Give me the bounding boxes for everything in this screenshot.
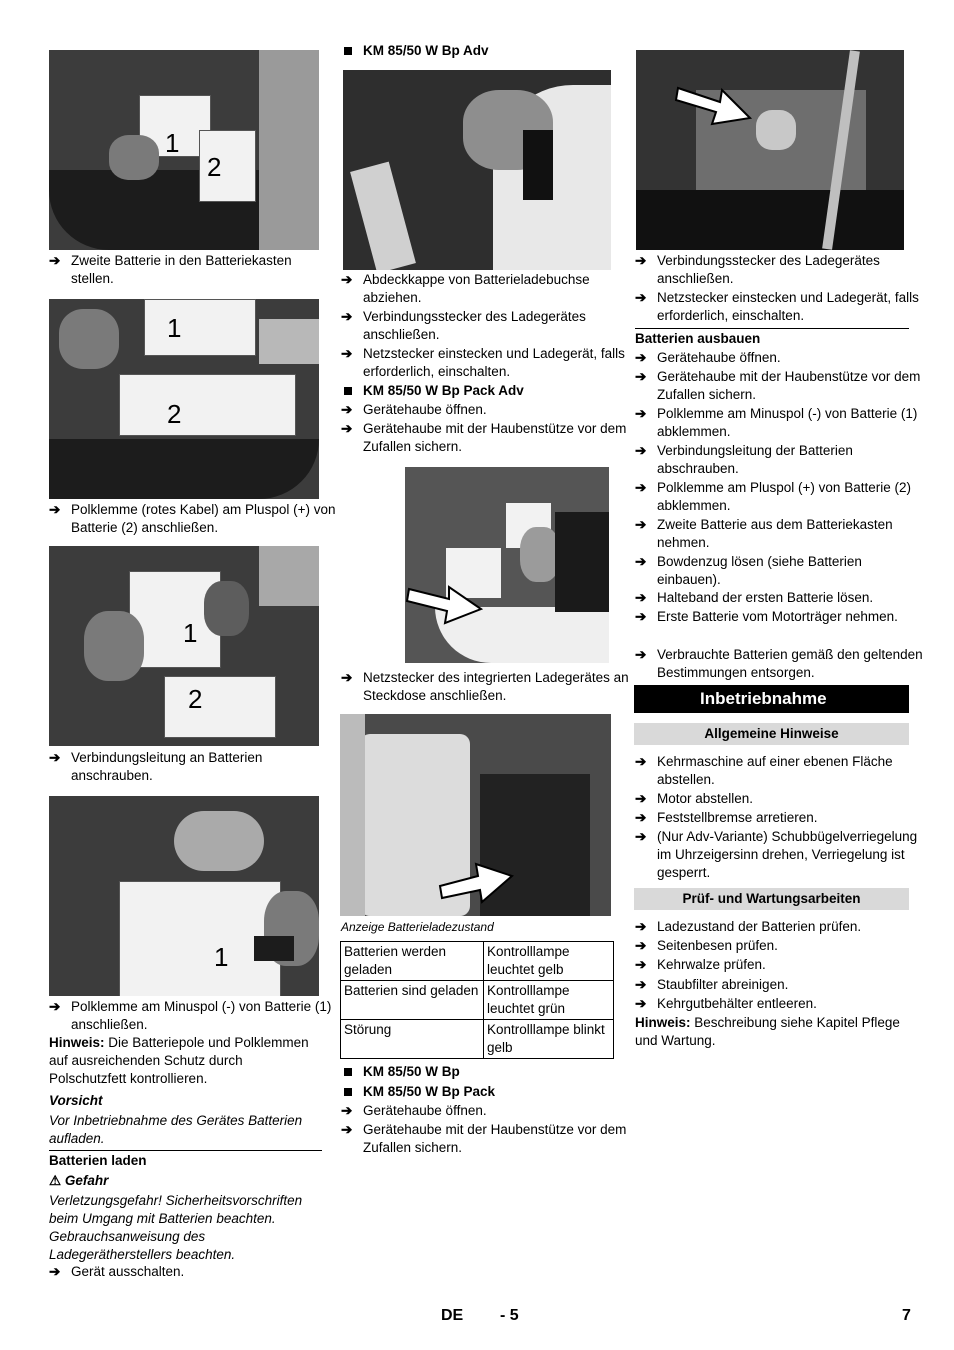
step-connect-charger-3: ➔ Verbindungsstecker des Ladegerätes anschließen.: [635, 253, 880, 286]
table-cell: Kontrolllampe leuchtet gelb: [484, 942, 614, 981]
step-open-hood: ➔ Gerätehaube öffnen.: [341, 402, 487, 417]
danger-text: Verletzungsgefahr! Sicherheitsvorschriften beim Umgang mit Batterien beachten. Gebrauchsanweisung des Ladegerätherstellers beachten.: [49, 1193, 303, 1262]
arrow-right-icon: ➔: [341, 346, 353, 361]
footer-page-sub: - 5: [500, 1307, 519, 1324]
arrow-pointer-icon: [405, 579, 485, 625]
table-cell: Kontrolllampe blinkt gelb: [484, 1020, 614, 1059]
table-cell: Batterien sind geladen: [341, 981, 484, 1020]
arrow-right-icon: ➔: [635, 810, 647, 825]
step-minus-pole: ➔ Polklemme am Minuspol (-) von Batterie (1) anschließen.: [49, 999, 332, 1032]
arrow-right-icon: ➔: [635, 609, 647, 624]
maintenance-step: ➔ Staubfilter abreinigen.: [635, 977, 789, 992]
remove-step: ➔ Verbindungsleitung der Batterien abschrauben.: [635, 443, 853, 476]
hint-paragraph: Hinweis: Die Batteriepole und Polklemmen auf ausreichenden Schutz durch Polschutzfett kontrollieren.: [49, 1035, 309, 1086]
model-km-85-50-w-bp-pack-adv: KM 85/50 W Bp Pack Adv: [341, 382, 524, 400]
divider: [635, 328, 909, 329]
remove-step: ➔ Gerätehaube öffnen.: [635, 350, 781, 365]
photo-label-1: 1: [167, 313, 182, 343]
general-step: ➔ Motor abstellen.: [635, 791, 754, 806]
arrow-pointer-icon: [438, 862, 516, 908]
remove-step: ➔ Zweite Batterie aus dem Batteriekasten nehmen.: [635, 517, 893, 550]
photo-label-1: 1: [214, 942, 229, 972]
arrow-right-icon: ➔: [635, 938, 647, 953]
arrow-right-icon: ➔: [341, 1122, 353, 1137]
step-connect-lead: ➔ Verbindungsleitung an Batterien anschrauben.: [49, 750, 263, 783]
remove-heading: Batterien ausbauen: [635, 331, 761, 346]
photo-charge-indicator: [340, 714, 611, 916]
arrow-right-icon: ➔: [341, 421, 353, 436]
square-bullet-icon: [344, 1068, 352, 1076]
photo-charging-socket: [343, 70, 611, 270]
step-second-battery: ➔ Zweite Batterie in den Batteriekasten stellen.: [49, 253, 292, 286]
table-row: [341, 981, 614, 1020]
arrow-right-icon: ➔: [635, 406, 647, 421]
photo-label-1: 1: [183, 618, 198, 648]
arrow-right-icon: ➔: [635, 443, 647, 458]
square-bullet-icon: [344, 47, 352, 55]
arrow-right-icon: ➔: [635, 791, 647, 806]
arrow-right-icon: ➔: [635, 480, 647, 495]
arrow-right-icon: ➔: [49, 253, 61, 268]
step-connect-charger: ➔ Verbindungsstecker des Ladegerätes anschließen.: [341, 309, 586, 342]
step-switch-off: ➔ Gerät ausschalten.: [49, 1264, 185, 1279]
model-km-85-50-w-bp-pack: KM 85/50 W Bp Pack: [341, 1083, 495, 1101]
arrow-right-icon: ➔: [635, 554, 647, 569]
general-step: ➔ Feststellbremse arretieren.: [635, 810, 818, 825]
remove-step: ➔ Halteband der ersten Batterie lösen.: [635, 590, 874, 605]
danger-title-row: ⚠ Gefahr: [49, 1173, 109, 1188]
maintenance-step: ➔ Kehrgutbehälter entleeren.: [635, 996, 817, 1011]
arrow-right-icon: ➔: [341, 402, 353, 417]
remove-step: ➔ Gerätehaube mit der Haubenstütze vor dem Zufallen sichern.: [635, 369, 921, 402]
subsection-maintenance: Prüf- und Wartungsarbeiten: [634, 888, 909, 910]
arrow-right-icon: ➔: [635, 590, 647, 605]
arrow-right-icon: ➔: [49, 750, 61, 765]
square-bullet-icon: [344, 387, 352, 395]
photo-battery-4: [49, 796, 319, 996]
table-cell: Störung: [341, 1020, 484, 1059]
remove-step: ➔ Polklemme am Minuspol (-) von Batterie (1) abklemmen.: [635, 406, 918, 439]
arrow-right-icon: ➔: [635, 977, 647, 992]
square-bullet-icon: [344, 1088, 352, 1096]
step-plug-socket: ➔ Netzstecker des integrierten Ladegerätes an Steckdose anschließen.: [341, 670, 629, 703]
table-cell: Batterien werden geladen: [341, 942, 484, 981]
caution-text: Vor Inbetriebnahme des Gerätes Batterien aufladen.: [49, 1113, 303, 1146]
section-title: Inbetriebnahme: [634, 685, 909, 713]
divider: [49, 1150, 322, 1151]
maintenance-step: ➔ Kehrwalze prüfen.: [635, 957, 766, 972]
arrow-right-icon: ➔: [635, 957, 647, 972]
table-cell: Kontrolllampe leuchtet grün: [484, 981, 614, 1020]
photo-connector: [636, 50, 904, 250]
footer-language: DE: [441, 1307, 464, 1324]
photo-label-2: 2: [207, 152, 222, 182]
arrow-right-icon: ➔: [341, 272, 353, 287]
remove-step: ➔ Verbrauchte Batterien gemäß den geltenden Bestimmungen entsorgen.: [635, 647, 923, 680]
arrow-right-icon: ➔: [341, 1103, 353, 1118]
arrow-right-icon: ➔: [49, 1264, 61, 1279]
arrow-right-icon: ➔: [635, 369, 647, 384]
step-remove-cap: ➔ Abdeckkappe von Batterieladebuchse abziehen.: [341, 272, 590, 305]
arrow-right-icon: ➔: [635, 350, 647, 365]
arrow-right-icon: ➔: [49, 502, 61, 517]
photo-caption: Anzeige Batterieladezustand: [341, 920, 494, 934]
general-step: ➔ (Nur Adv-Variante) Schubbügelverriegelung im Uhrzeigersinn drehen, Verriegelung ist gesperrt.: [635, 829, 918, 880]
step-plug-in-3: ➔ Netzstecker einstecken und Ladegerät, falls erforderlich, einschalten.: [635, 290, 919, 323]
maintenance-step: ➔ Seitenbesen prüfen.: [635, 938, 778, 953]
arrow-right-icon: ➔: [635, 253, 647, 268]
arrow-pointer-icon: [674, 80, 754, 130]
photo-battery-1: [49, 50, 319, 250]
step-plus-pole: ➔ Polklemme (rotes Kabel) am Pluspol (+) von Batterie (2) anschließen.: [49, 502, 336, 535]
photo-battery-3: [49, 546, 319, 746]
table-row: [341, 1020, 614, 1059]
arrow-right-icon: ➔: [635, 647, 647, 662]
arrow-right-icon: ➔: [635, 517, 647, 532]
remove-step: ➔ Bowdenzug lösen (siehe Batterien einbauen).: [635, 554, 862, 587]
remove-step: ➔ Polklemme am Pluspol (+) von Batterie (2) abklemmen.: [635, 480, 911, 513]
table-row: [341, 942, 614, 981]
charge-status-table: [340, 941, 614, 1059]
model-km-85-50-w-bp-adv: KM 85/50 W Bp Adv: [341, 42, 489, 60]
step-plug-in: ➔ Netzstecker einstecken und Ladegerät, falls erforderlich, einschalten.: [341, 346, 625, 379]
arrow-right-icon: ➔: [635, 754, 647, 769]
model-km-85-50-w-bp: KM 85/50 W Bp: [341, 1063, 460, 1081]
arrow-right-icon: ➔: [341, 670, 353, 685]
caution-title: Vorsicht: [49, 1093, 103, 1108]
step-secure-hood: ➔ Gerätehaube mit der Haubenstütze vor dem Zufallen sichern.: [341, 421, 627, 454]
hint-paragraph: Hinweis: Beschreibung siehe Kapitel Pflege und Wartung.: [635, 1015, 900, 1048]
arrow-right-icon: ➔: [635, 996, 647, 1011]
photo-label-2: 2: [167, 399, 182, 429]
arrow-right-icon: ➔: [49, 999, 61, 1014]
general-step: ➔ Kehrmaschine auf einer ebenen Fläche abstellen.: [635, 754, 893, 787]
step-secure-hood-2: ➔ Gerätehaube mit der Haubenstütze vor dem Zufallen sichern.: [341, 1122, 627, 1155]
maintenance-step: ➔ Ladezustand der Batterien prüfen.: [635, 919, 862, 934]
photo-battery-2: [49, 299, 319, 499]
subsection-general-notes: Allgemeine Hinweise: [634, 723, 909, 745]
photo-label-2: 2: [188, 684, 203, 714]
arrow-right-icon: ➔: [635, 290, 647, 305]
remove-step: ➔ Erste Batterie vom Motorträger nehmen.: [635, 609, 898, 624]
arrow-right-icon: ➔: [635, 829, 647, 844]
arrow-right-icon: ➔: [341, 309, 353, 324]
photo-integrated-charger: [405, 467, 609, 663]
charge-heading: Batterien laden: [49, 1153, 147, 1168]
warning-triangle-icon: ⚠: [49, 1173, 62, 1188]
photo-label-1: 1: [165, 128, 180, 158]
step-open-hood-2: ➔ Gerätehaube öffnen.: [341, 1103, 487, 1118]
footer-page-number: 7: [902, 1307, 911, 1324]
arrow-right-icon: ➔: [635, 919, 647, 934]
